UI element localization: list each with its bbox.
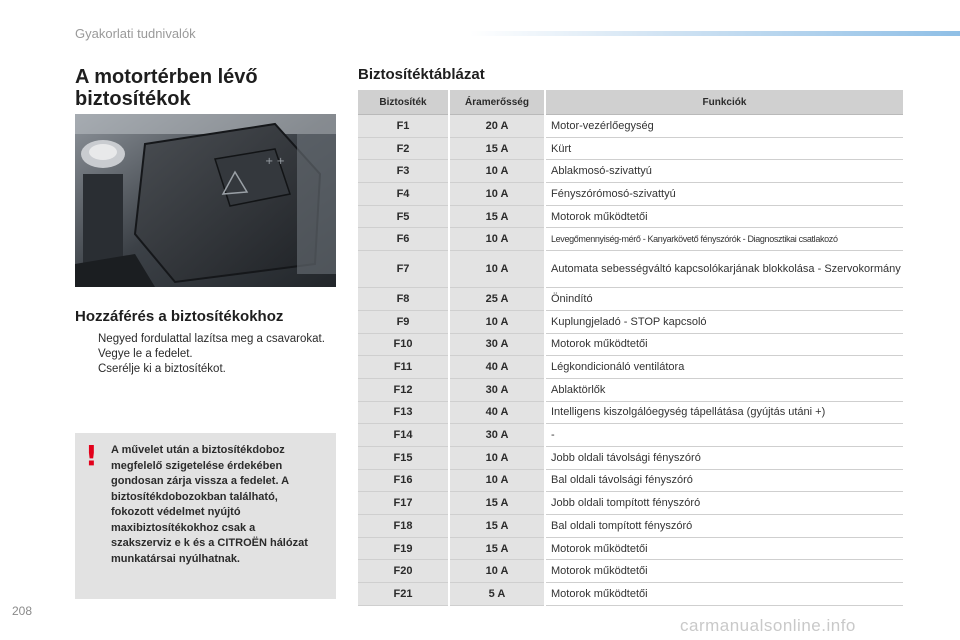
fuse-table (358, 90, 903, 606)
warning-icon: ! (85, 439, 98, 472)
function-cell: Motorok működtetői (545, 537, 903, 560)
amperage-cell: 15 A (449, 515, 545, 538)
function-cell: Motorok működtetői (545, 583, 903, 606)
function-cell: Bal oldali tompított fényszóró (545, 515, 903, 538)
section-title: Gyakorlati tudnivalók (75, 26, 196, 41)
fuse-cell: F21 (358, 583, 449, 606)
amperage-cell: 10 A (449, 160, 545, 183)
amperage-cell: 15 A (449, 537, 545, 560)
table-row (358, 537, 903, 560)
amperage-cell: 10 A (449, 446, 545, 469)
table-row (358, 251, 903, 288)
fuse-cell: F13 (358, 401, 449, 424)
amperage-cell: 15 A (449, 205, 545, 228)
table-row (358, 515, 903, 538)
table-row (358, 583, 903, 606)
list-item (80, 332, 330, 347)
fuse-table-title: Biztosítéktáblázat (358, 66, 485, 83)
fuse-cell: F17 (358, 492, 449, 515)
amperage-cell: 10 A (449, 310, 545, 333)
step-text: Cserélje ki a biztosítékot. (98, 363, 226, 375)
fuse-cell: F19 (358, 537, 449, 560)
amperage-cell: 5 A (449, 583, 545, 606)
function-cell: Önindító (545, 288, 903, 311)
watermark: carmanualsonline.info (680, 616, 856, 635)
fuse-cell: F8 (358, 288, 449, 311)
fuse-cell: F18 (358, 515, 449, 538)
table-row (358, 424, 903, 447)
function-cell: Légkondicionáló ventilátora (545, 356, 903, 379)
table-row (358, 469, 903, 492)
fuse-cell: F10 (358, 333, 449, 356)
amperage-cell: 40 A (449, 401, 545, 424)
function-cell: Ablaktörlők (545, 378, 903, 401)
step-text: Vegye le a fedelet. (98, 348, 193, 360)
amperage-cell: 10 A (449, 183, 545, 206)
fuse-cell: F20 (358, 560, 449, 583)
function-cell: Fényszórómosó-szivattyú (545, 183, 903, 206)
fuse-cell: F7 (358, 251, 449, 288)
amperage-cell: 10 A (449, 560, 545, 583)
function-cell: Jobb oldali távolsági fényszóró (545, 446, 903, 469)
table-row (358, 333, 903, 356)
fuse-cell: F3 (358, 160, 449, 183)
function-cell: Kürt (545, 137, 903, 160)
function-cell: - (545, 424, 903, 447)
fuse-cell: F1 (358, 115, 449, 138)
table-row (358, 205, 903, 228)
function-cell: Kuplungjeladó - STOP kapcsoló (545, 310, 903, 333)
function-cell: Motorok működtetői (545, 333, 903, 356)
amperage-cell: 10 A (449, 469, 545, 492)
amperage-cell: 10 A (449, 251, 545, 288)
amperage-cell: 15 A (449, 137, 545, 160)
amperage-cell: 40 A (449, 356, 545, 379)
fuse-cell: F11 (358, 356, 449, 379)
fuse-cell: F9 (358, 310, 449, 333)
fuse-cell: F14 (358, 424, 449, 447)
table-row (358, 183, 903, 206)
amperage-cell: 20 A (449, 115, 545, 138)
header-decoration-bar (470, 31, 960, 36)
column-header-functions: Funkciók (545, 90, 903, 115)
function-cell: Intelligens kiszolgálóegység tápellátása (gyújtás utáni +) (545, 401, 903, 424)
fuse-cell: F16 (358, 469, 449, 492)
fuse-cell: F2 (358, 137, 449, 160)
amperage-cell: 30 A (449, 333, 545, 356)
table-row (358, 288, 903, 311)
function-cell: Motor-vezérlőegység (545, 115, 903, 138)
warning-text: A művelet után a biztosítékdoboz megfelelő szigetelése érdekében gondosan zárja vissza a fedelet. A biztosítékdobozokban található, fokozott védelmet nyújtó maxibiztosítékokhoz csak a szakszerviz e k és a CITROËN hálózat munkatársai nyúlhatnak. (111, 444, 308, 565)
function-cell: Ablakmosó-szivattyú (545, 160, 903, 183)
page-number: 208 (12, 604, 33, 618)
function-cell: Jobb oldali tompított fényszóró (545, 492, 903, 515)
fuse-cell: F4 (358, 183, 449, 206)
amperage-cell: 25 A (449, 288, 545, 311)
function-cell: Motorok működtetői (545, 205, 903, 228)
step-text: Negyed fordulattal lazítsa meg a csavarokat. (98, 333, 325, 345)
function-cell: Bal oldali távolsági fényszóró (545, 469, 903, 492)
table-row (358, 560, 903, 583)
table-row (358, 492, 903, 515)
function-cell: Automata sebességváltó kapcsolókarjának blokkolása - Szervokormány (545, 251, 903, 288)
table-row (358, 356, 903, 379)
table-row (358, 310, 903, 333)
page-title: A motortérben lévő biztosítékok (75, 66, 258, 110)
fuse-cell: F5 (358, 205, 449, 228)
list-item (80, 347, 330, 362)
amperage-cell: 30 A (449, 424, 545, 447)
list-item (80, 362, 330, 377)
svg-text:+ +: + + (265, 156, 285, 167)
function-cell: Motorok működtetői (545, 560, 903, 583)
access-steps-list (80, 332, 330, 377)
table-row (358, 137, 903, 160)
table-row (358, 378, 903, 401)
fuse-cell: F15 (358, 446, 449, 469)
engine-fusebox-photo (75, 114, 336, 287)
fuse-cell: F12 (358, 378, 449, 401)
table-row (358, 160, 903, 183)
fuse-cell: F6 (358, 228, 449, 251)
access-section-title: Hozzáférés a biztosítékokhoz (75, 308, 284, 325)
table-row (358, 228, 903, 251)
column-header-amperage: Áramerősség (449, 90, 545, 115)
warning-box (75, 433, 336, 599)
table-row (358, 401, 903, 424)
function-cell: Levegőmennyiség-mérő - Kanyarkövető fényszórók - Diagnosztikai csatlakozó (545, 228, 903, 251)
amperage-cell: 15 A (449, 492, 545, 515)
column-header-fuse: Biztosíték (358, 90, 449, 115)
amperage-cell: 10 A (449, 228, 545, 251)
table-row (358, 115, 903, 138)
amperage-cell: 30 A (449, 378, 545, 401)
table-row (358, 446, 903, 469)
table-header-row (358, 90, 903, 115)
